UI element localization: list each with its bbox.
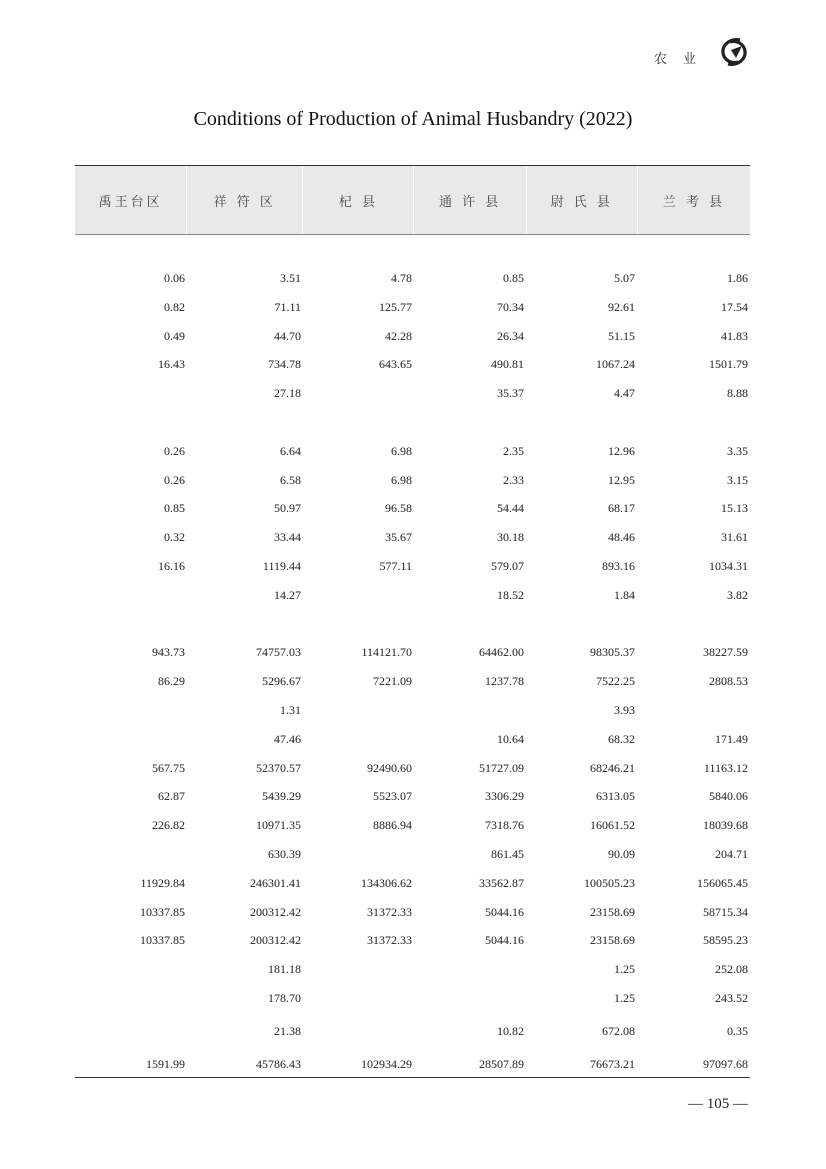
table-cell: 0.85 <box>164 501 185 515</box>
table-cell: 58715.34 <box>703 905 748 919</box>
table-cell: 23158.69 <box>590 905 635 919</box>
table-row <box>75 528 750 546</box>
column-header: 通 许 县 <box>413 166 525 234</box>
table-cell: 5044.16 <box>485 933 524 947</box>
table-cell: 5840.06 <box>709 789 748 803</box>
table-cell: 45786.43 <box>256 1057 301 1071</box>
table-cell <box>303 1022 414 1040</box>
table-cell: 17.54 <box>721 300 748 314</box>
table-cell: 31372.33 <box>367 905 412 919</box>
running-head: 农 业 <box>653 52 702 67</box>
table-cell: 71.11 <box>274 300 301 314</box>
table-cell: 74757.03 <box>256 645 301 659</box>
table-cell: 4.47 <box>614 386 635 400</box>
table-cell: 2.33 <box>503 473 524 487</box>
table-cell: 1.86 <box>727 271 748 285</box>
table-row <box>75 816 750 834</box>
table-cell: 15.13 <box>721 501 748 515</box>
table-cell: 4.78 <box>391 271 412 285</box>
table-cell: 33.44 <box>274 530 301 544</box>
table-cell: 861.45 <box>491 847 524 861</box>
table-cell <box>75 586 187 604</box>
table-cell: 31.61 <box>721 530 748 544</box>
table-cell: 38227.59 <box>703 645 748 659</box>
table-row <box>75 355 750 373</box>
table-cell: 8.88 <box>727 386 748 400</box>
table-cell: 42.28 <box>385 329 412 343</box>
table-cell: 100505.23 <box>584 876 635 890</box>
table-cell: 16061.52 <box>590 818 635 832</box>
table-cell: 30.18 <box>497 530 524 544</box>
table-row <box>75 1055 750 1073</box>
table-cell <box>75 1022 187 1040</box>
table-cell <box>303 586 414 604</box>
table-cell: 567.75 <box>152 761 185 775</box>
table-cell: 68.32 <box>608 732 635 746</box>
table-cell: 0.82 <box>164 300 185 314</box>
table-cell: 643.65 <box>379 357 412 371</box>
table-cell: 5296.67 <box>262 674 301 688</box>
table-cell: 10971.35 <box>256 818 301 832</box>
table-cell: 1.84 <box>614 588 635 602</box>
table-cell: 0.26 <box>164 473 185 487</box>
table-row <box>75 384 750 402</box>
table-cell: 125.77 <box>379 300 412 314</box>
table-cell: 3306.29 <box>485 789 524 803</box>
table-cell: 64462.00 <box>479 645 524 659</box>
table-cell: 893.16 <box>602 559 635 573</box>
table-cell <box>303 701 414 719</box>
table-cell: 630.39 <box>268 847 301 861</box>
table-cell: 246301.41 <box>250 876 301 890</box>
table-cell <box>75 989 187 1007</box>
table-cell: 44.70 <box>274 329 301 343</box>
table-cell <box>75 845 187 863</box>
table-cell: 51.15 <box>608 329 635 343</box>
table-row <box>75 931 750 949</box>
table-cell: 31372.33 <box>367 933 412 947</box>
column-header: 祥 符 区 <box>186 166 302 234</box>
page-title: Conditions of Production of Animal Husbandry (2022) <box>193 108 633 130</box>
table-cell: 734.78 <box>268 357 301 371</box>
table-cell: 3.15 <box>727 473 748 487</box>
table-cell <box>637 701 750 719</box>
table-cell <box>303 845 414 863</box>
table-cell: 1034.31 <box>709 559 748 573</box>
table-cell: 1.25 <box>614 991 635 1005</box>
table-cell: 58595.23 <box>703 933 748 947</box>
table-cell: 0.85 <box>503 271 524 285</box>
table-cell: 1067.24 <box>596 357 635 371</box>
table-cell: 577.11 <box>379 559 412 573</box>
table-cell <box>303 730 414 748</box>
table-row <box>75 499 750 517</box>
table-cell: 70.34 <box>497 300 524 314</box>
table-cell: 51727.09 <box>479 761 524 775</box>
table-cell: 10337.85 <box>140 905 185 919</box>
column-header: 兰 考 县 <box>637 166 750 234</box>
table-row <box>75 701 750 719</box>
table-cell: 26.34 <box>497 329 524 343</box>
table-header <box>75 165 750 235</box>
table-cell: 200312.42 <box>250 905 301 919</box>
table-cell: 5044.16 <box>485 905 524 919</box>
table-cell: 23158.69 <box>590 933 635 947</box>
table-cell: 0.32 <box>164 530 185 544</box>
table-cell: 68.17 <box>608 501 635 515</box>
table-cell: 16.16 <box>158 559 185 573</box>
table-cell: 102934.29 <box>361 1057 412 1071</box>
table-row <box>75 960 750 978</box>
table-cell: 0.35 <box>727 1024 748 1038</box>
table-cell: 62.87 <box>158 789 185 803</box>
table-row <box>75 903 750 921</box>
table-cell: 92.61 <box>608 300 635 314</box>
table-cell: 10337.85 <box>140 933 185 947</box>
table-row <box>75 442 750 460</box>
table-cell: 10.64 <box>497 732 524 746</box>
table-cell: 11163.12 <box>703 761 748 775</box>
table-cell <box>75 960 187 978</box>
table-cell: 5.07 <box>614 271 635 285</box>
table-cell <box>75 384 187 402</box>
table-cell: 6.64 <box>280 444 301 458</box>
table-cell <box>303 989 414 1007</box>
table-cell: 47.46 <box>274 732 301 746</box>
table-cell: 3.51 <box>280 271 301 285</box>
column-header: 杞 县 <box>302 166 413 234</box>
table-row <box>75 298 750 316</box>
table-cell: 41.83 <box>721 329 748 343</box>
table-cell: 18039.68 <box>703 818 748 832</box>
table-cell: 5523.07 <box>373 789 412 803</box>
table-cell: 92490.60 <box>367 761 412 775</box>
table-cell: 114121.70 <box>361 645 412 659</box>
table-cell <box>75 701 187 719</box>
table-row <box>75 874 750 892</box>
bottom-rule <box>75 1077 750 1078</box>
table-cell: 50.97 <box>274 501 301 515</box>
table-row <box>75 845 750 863</box>
table-row <box>75 586 750 604</box>
table-cell: 5439.29 <box>262 789 301 803</box>
table-cell: 0.49 <box>164 329 185 343</box>
table-cell: 1.31 <box>280 703 301 717</box>
table-cell: 8886.94 <box>373 818 412 832</box>
column-header: 尉 氏 县 <box>526 166 637 234</box>
table-row <box>75 557 750 575</box>
table-cell: 181.18 <box>268 962 301 976</box>
table-cell: 11929.84 <box>140 876 185 890</box>
table-cell: 16.43 <box>158 357 185 371</box>
table-cell: 156065.45 <box>697 876 748 890</box>
table-cell: 3.35 <box>727 444 748 458</box>
table-cell: 252.08 <box>715 962 748 976</box>
table-cell: 200312.42 <box>250 933 301 947</box>
yearbook-logo-icon <box>716 36 752 68</box>
table-row <box>75 730 750 748</box>
table-cell: 6.58 <box>280 473 301 487</box>
table-cell <box>75 730 187 748</box>
table-cell: 76673.21 <box>590 1057 635 1071</box>
table-cell: 6.98 <box>391 473 412 487</box>
table-cell: 54.44 <box>497 501 524 515</box>
table-cell <box>414 960 526 978</box>
table-cell: 33562.87 <box>479 876 524 890</box>
data-table <box>75 165 750 1071</box>
table-cell: 6313.05 <box>596 789 635 803</box>
table-cell: 1591.99 <box>146 1057 185 1071</box>
table-cell: 178.70 <box>268 991 301 1005</box>
table-row <box>75 759 750 777</box>
table-cell: 204.71 <box>715 847 748 861</box>
table-cell: 1501.79 <box>709 357 748 371</box>
table-cell: 97097.68 <box>703 1057 748 1071</box>
table-cell: 672.08 <box>602 1024 635 1038</box>
table-cell: 490.81 <box>491 357 524 371</box>
table-cell: 10.82 <box>497 1024 524 1038</box>
table-cell <box>303 384 414 402</box>
table-cell: 7221.09 <box>373 674 412 688</box>
table-cell: 12.95 <box>608 473 635 487</box>
table-cell: 28507.89 <box>479 1057 524 1071</box>
table-cell: 7318.76 <box>485 818 524 832</box>
table-cell: 7522.25 <box>596 674 635 688</box>
page-number: — 105 — <box>688 1096 748 1112</box>
table-row <box>75 643 750 661</box>
table-cell <box>414 989 526 1007</box>
table-cell: 18.52 <box>497 588 524 602</box>
table-cell: 1.25 <box>614 962 635 976</box>
table-row <box>75 269 750 287</box>
column-header: 禹王台区 <box>98 194 163 210</box>
table-cell: 579.07 <box>491 559 524 573</box>
table-cell: 12.96 <box>608 444 635 458</box>
table-cell: 171.49 <box>715 732 748 746</box>
table-cell <box>303 960 414 978</box>
table-cell: 14.27 <box>274 588 301 602</box>
table-cell: 27.18 <box>274 386 301 400</box>
table-cell: 96.58 <box>385 501 412 515</box>
table-cell: 134306.62 <box>361 876 412 890</box>
table-row <box>75 787 750 805</box>
table-cell: 226.82 <box>152 818 185 832</box>
table-cell: 2808.53 <box>709 674 748 688</box>
table-cell: 35.37 <box>497 386 524 400</box>
table-row <box>75 471 750 489</box>
table-cell: 86.29 <box>158 674 185 688</box>
table-cell: 943.73 <box>152 645 185 659</box>
table-cell: 98305.37 <box>590 645 635 659</box>
table-row <box>75 989 750 1007</box>
table-cell: 6.98 <box>391 444 412 458</box>
table-cell: 90.09 <box>608 847 635 861</box>
table-cell: 3.82 <box>727 588 748 602</box>
table-row <box>75 327 750 345</box>
table-cell: 243.52 <box>715 991 748 1005</box>
table-cell: 35.67 <box>385 530 412 544</box>
table-cell: 1237.78 <box>485 674 524 688</box>
table-cell: 0.26 <box>164 444 185 458</box>
table-cell <box>414 701 526 719</box>
table-cell: 21.38 <box>274 1024 301 1038</box>
table-cell: 1119.44 <box>262 559 301 573</box>
table-row <box>75 672 750 690</box>
table-cell: 3.93 <box>614 703 635 717</box>
table-row <box>75 1022 750 1040</box>
table-cell: 2.35 <box>503 444 524 458</box>
table-cell: 48.46 <box>608 530 635 544</box>
table-cell: 68246.21 <box>590 761 635 775</box>
table-cell: 52370.57 <box>256 761 301 775</box>
table-cell: 0.06 <box>164 271 185 285</box>
